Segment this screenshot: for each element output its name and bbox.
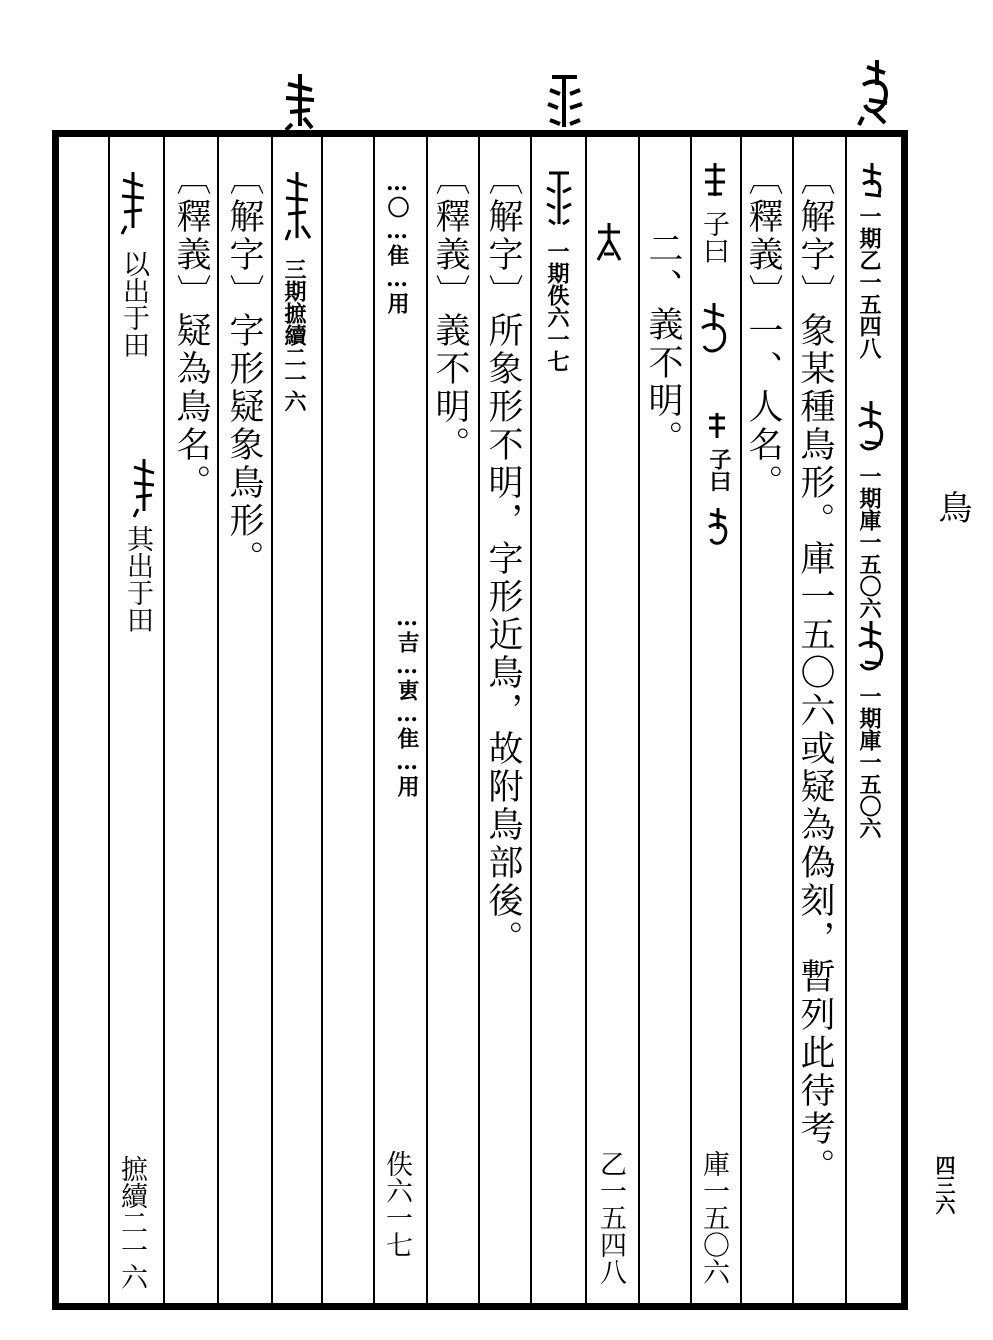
inscription: 以出于田 (118, 250, 149, 358)
column-rule (585, 137, 587, 1303)
oracle-glyph-icon (118, 168, 148, 238)
oracle-glyph-icon (282, 168, 312, 248)
column-rule (845, 137, 847, 1303)
inscription: 子曰 (698, 210, 729, 264)
column-rule (638, 137, 640, 1303)
column-rule (690, 137, 692, 1303)
column-rule (740, 137, 742, 1303)
oracle-glyph-icon (700, 160, 730, 200)
inscription: …〇…隹…用 (384, 170, 410, 314)
citation: 一期庫一五〇六 (856, 685, 882, 839)
column-rule (321, 137, 323, 1303)
column-rule (530, 137, 532, 1303)
oracle-bird-glyph-icon (855, 618, 887, 678)
citation: 三期摭續二一六 (281, 258, 307, 412)
text-column: 〔解字〕象某種鳥形。庫一五〇六或疑為偽刻，暫列此待考。 (795, 160, 835, 1186)
inscription: 子曰 (706, 448, 732, 492)
column-rule (478, 137, 480, 1303)
column-rule (792, 137, 794, 1303)
text-column: 〔釋義〕義不明。 (430, 160, 470, 464)
oracle-glyph-icon (705, 410, 729, 442)
oracle-bird-glyph-icon (855, 55, 900, 130)
oracle-glyph-icon (542, 72, 587, 132)
text-column: 二、義不明。 (643, 230, 683, 458)
text-column: 〔釋義〕疑為鳥名。 (171, 160, 211, 502)
source-citation: 乙一五四八 (595, 1150, 626, 1285)
text-column: 〔解字〕字形疑象鳥形。 (224, 160, 264, 578)
column-rule (217, 137, 219, 1303)
inscription: …吉…叀…隹…用 (394, 605, 420, 797)
citation: 一期乙一五四八 (856, 205, 882, 359)
column-rule (108, 137, 110, 1303)
column-rule (373, 137, 375, 1303)
citation: 一期庫一五〇六 (856, 465, 882, 619)
oracle-glyph-icon (280, 70, 320, 132)
column-rule (163, 137, 165, 1303)
source-citation: 摭續二一六 (116, 1155, 147, 1290)
page-number: 四三六 (932, 1155, 956, 1215)
source-citation: 庫一五〇六 (698, 1150, 729, 1285)
column-rule (271, 137, 273, 1303)
oracle-bird-glyph-icon (698, 300, 730, 360)
source-citation: 佚六一七 (381, 1150, 412, 1258)
oracle-bird-glyph-icon (857, 160, 887, 200)
oracle-glyph-icon (543, 168, 575, 230)
oracle-glyph-icon (594, 220, 624, 264)
oracle-glyph-icon (130, 455, 158, 519)
oracle-bird-glyph-icon (855, 398, 887, 458)
citation: 一期佚六一七 (544, 240, 570, 372)
text-column: 〔釋義〕一、人名。 (743, 160, 783, 502)
oracle-bird-glyph-icon (705, 505, 731, 549)
header-char: 鳥 (932, 490, 972, 524)
inscription: 其出于田 (122, 525, 153, 633)
text-column: 〔解字〕所象形不明，字形近鳥，故附鳥部後。 (483, 160, 523, 958)
column-rule (426, 137, 428, 1303)
